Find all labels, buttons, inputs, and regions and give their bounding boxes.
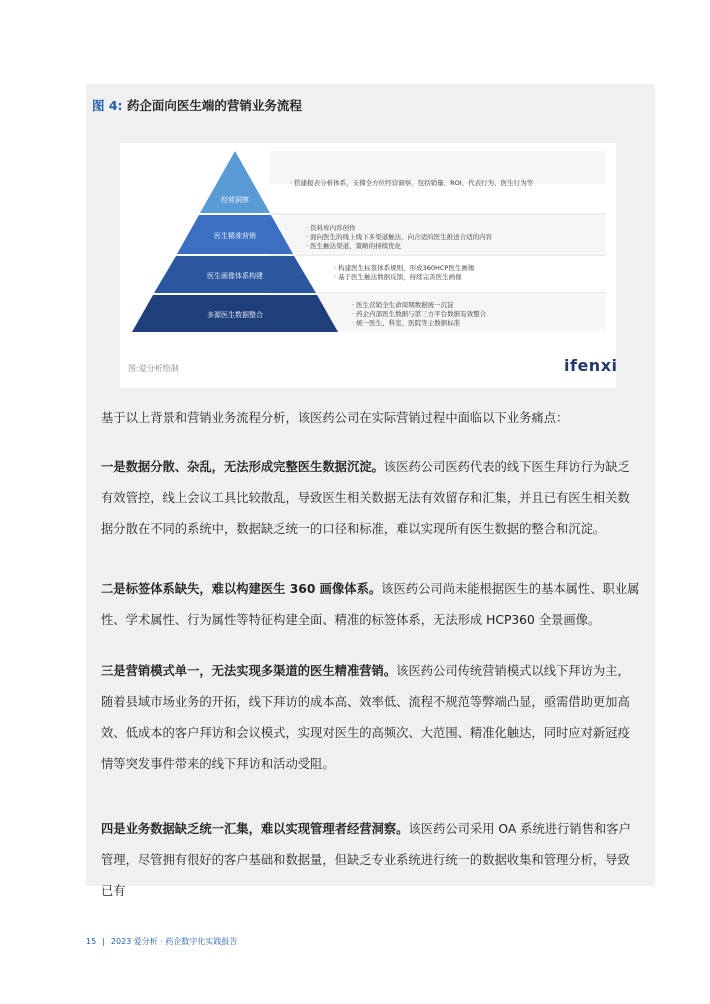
- pain-point-1: [101, 452, 641, 545]
- figure-title: [92, 96, 302, 114]
- figure-box: [120, 143, 616, 388]
- desc-line: · 搭建报表分析体系，支撑全方位经营洞察，包括销量、ROI、代表行为、医生行为等: [290, 179, 534, 187]
- desc-level-4: [352, 301, 486, 328]
- desc-line: · 构建医生标签体系规则，形成360HCP医生画像: [334, 264, 475, 272]
- pyramid-label-1: 经营洞察: [221, 196, 249, 204]
- desc-line: · 资料库内容创作: [306, 224, 356, 232]
- pain-point-heading: 一是数据分散、杂乱，无法形成完整医生数据沉淀。: [101, 460, 384, 474]
- pain-point-heading: 二是标签体系缺失，难以构建医生 360 画像体系。: [101, 582, 382, 596]
- pain-point-body: 该医药公司采用 OA 系统进行销售和客户管理，尽管拥有很好的客户基础和数据量，但缺乏专业系统进行统一的数据收集和管理分析，导致已有: [101, 822, 631, 898]
- desc-level-1: [290, 179, 533, 188]
- intro-paragraph: 基于以上背景和营销业务流程分析，该医药公司在实际营销过程中面临以下业务痛点：: [101, 411, 569, 425]
- pyramid-label-4: 多源医生数据整合: [207, 311, 263, 319]
- report-name: 2023 爱分析 · 药企数字化实践报告: [110, 937, 238, 946]
- page-footer: [86, 936, 237, 947]
- page-number: 15: [86, 937, 97, 946]
- pain-point-4: [101, 814, 641, 907]
- pain-point-3: [101, 656, 641, 780]
- desc-level-3: [334, 264, 474, 282]
- pain-point-body: 该医药公司传统营销模式以线下拜访为主，随着县域市场业务的开拓，线下拜访的成本高、效率低、流程不规范等弊端凸显，亟需借助更加高效、低成本的客户拜访和会议模式，实现对医生的高频次、大范围、精准化触达，同时应对新冠疫情等突发事件带来的线下拜访和活动受阻。: [101, 664, 630, 771]
- pain-point-heading: 四是业务数据缺乏统一汇集，难以实现管理者经营洞察。: [101, 822, 409, 836]
- desc-line: · 统一医生、科室、医院等主数据标准: [352, 319, 461, 327]
- desc-line: · 面向医生的线上线下多渠道触达，向合适的医生推送合适的内容: [306, 233, 493, 241]
- pyramid-label-2: 医生精准营销: [214, 232, 256, 240]
- desc-level-2: [306, 224, 492, 251]
- pyramid-label-3: 医生画像体系构建: [207, 272, 263, 280]
- pain-point-2: [101, 574, 641, 636]
- pain-point-body: 该医药公司医药代表的线下医生拜访行为缺乏有效管控，线上会议工具比较散乱，导致医生相关数据无法有效留存和汇集，并且已有医生相关数据分散在不同的系统中，数据缺乏统一的口径和标准，难以实现所有医生数据的整合和沉淀。: [101, 460, 630, 536]
- footer-separator: |: [102, 937, 105, 946]
- pain-point-body: 该医药公司尚未能根据医生的基本属性、职业属性、学术属性、行为属性等特征构建全面、精准的标签体系，无法形成 HCP360 全景画像。: [101, 582, 640, 627]
- ifenxi-logo: ifenxi: [564, 356, 618, 375]
- desc-line: · 医生触达渠道、策略的持续优化: [306, 242, 402, 250]
- desc-line: · 医生营销全生命周期数据统一沉淀: [352, 301, 454, 309]
- desc-line: · 基于医生触达数据反馈，持续完善医生画像: [334, 273, 462, 281]
- figure-title-text: 药企面向医生端的营销业务流程: [126, 98, 302, 113]
- desc-line: · 药企内部医生数据与第三方平台数据有效整合: [352, 310, 487, 318]
- pain-point-heading: 三是营销模式单一，无法实现多渠道的医生精准营销。: [101, 664, 397, 678]
- figure-source: 图:爱分析绘制: [128, 364, 179, 373]
- figure-number: 图 4:: [92, 98, 123, 113]
